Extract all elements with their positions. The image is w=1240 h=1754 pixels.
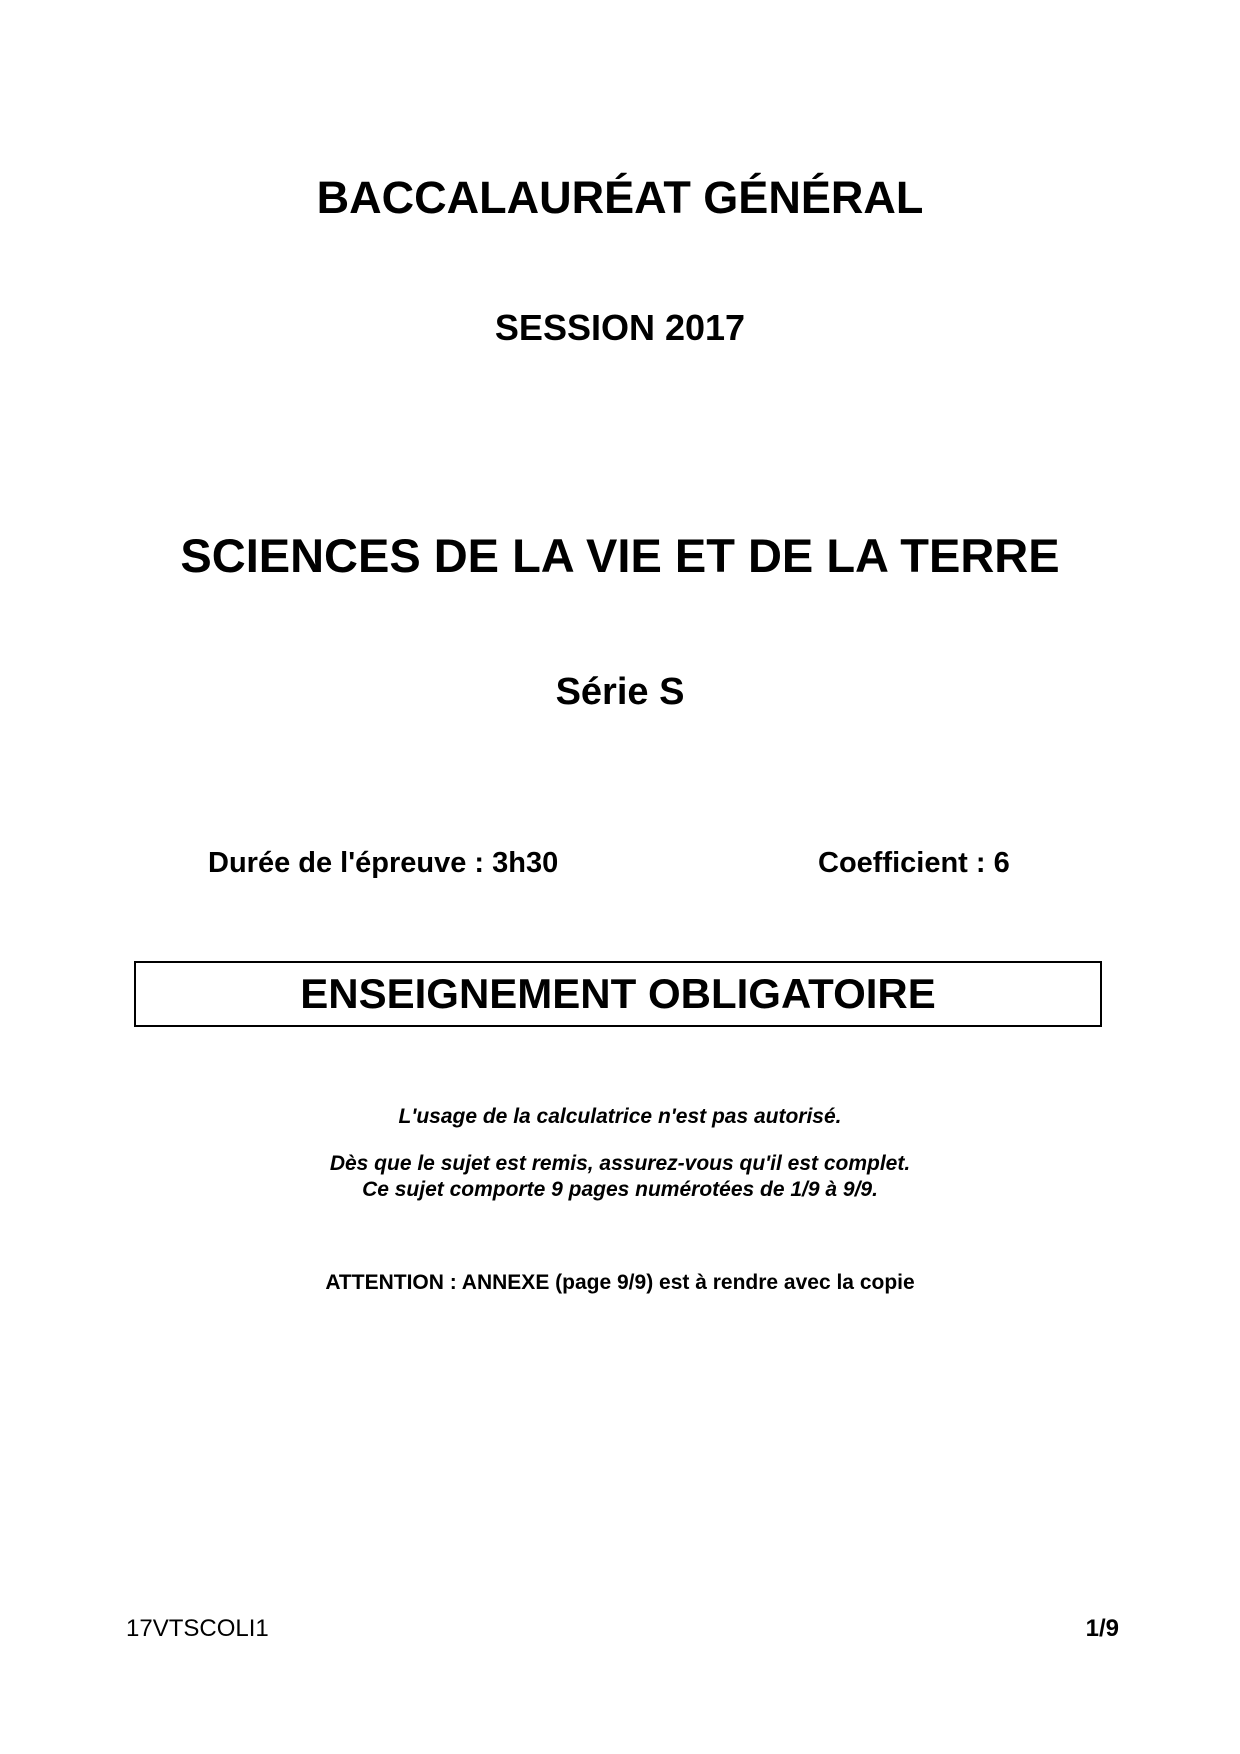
session-label: SESSION 2017 [494,307,746,348]
duration-label: Durée de l'épreuve : 3h30 [208,847,559,879]
attention-notice: ATTENTION : ANNEXE (page 9/9) est à rendre avec la copie [325,1271,915,1294]
page-count-notice: Ce sujet comporte 9 pages numérotées de 1/9 à 9/9. [362,1178,878,1201]
footer-page-number: 1/9 [1085,1615,1119,1642]
subject-title: SCIENCES DE LA VIE ET DE LA TERRE [180,529,1060,582]
footer-code: 17VTSCOLI1 [126,1615,269,1642]
section-box [134,961,1102,1027]
coefficient-label: Coefficient : 6 [818,847,1010,879]
section-box-label: ENSEIGNEMENT OBLIGATOIRE [300,970,936,1017]
completeness-notice: Dès que le sujet est remis, assurez-vous qu'il est complet. [329,1152,911,1175]
calculator-notice: L'usage de la calculatrice n'est pas autorisé. [398,1105,842,1128]
serie-label: Série S [555,671,685,713]
exam-title: BACCALAURÉAT GÉNÉRAL [316,172,924,223]
